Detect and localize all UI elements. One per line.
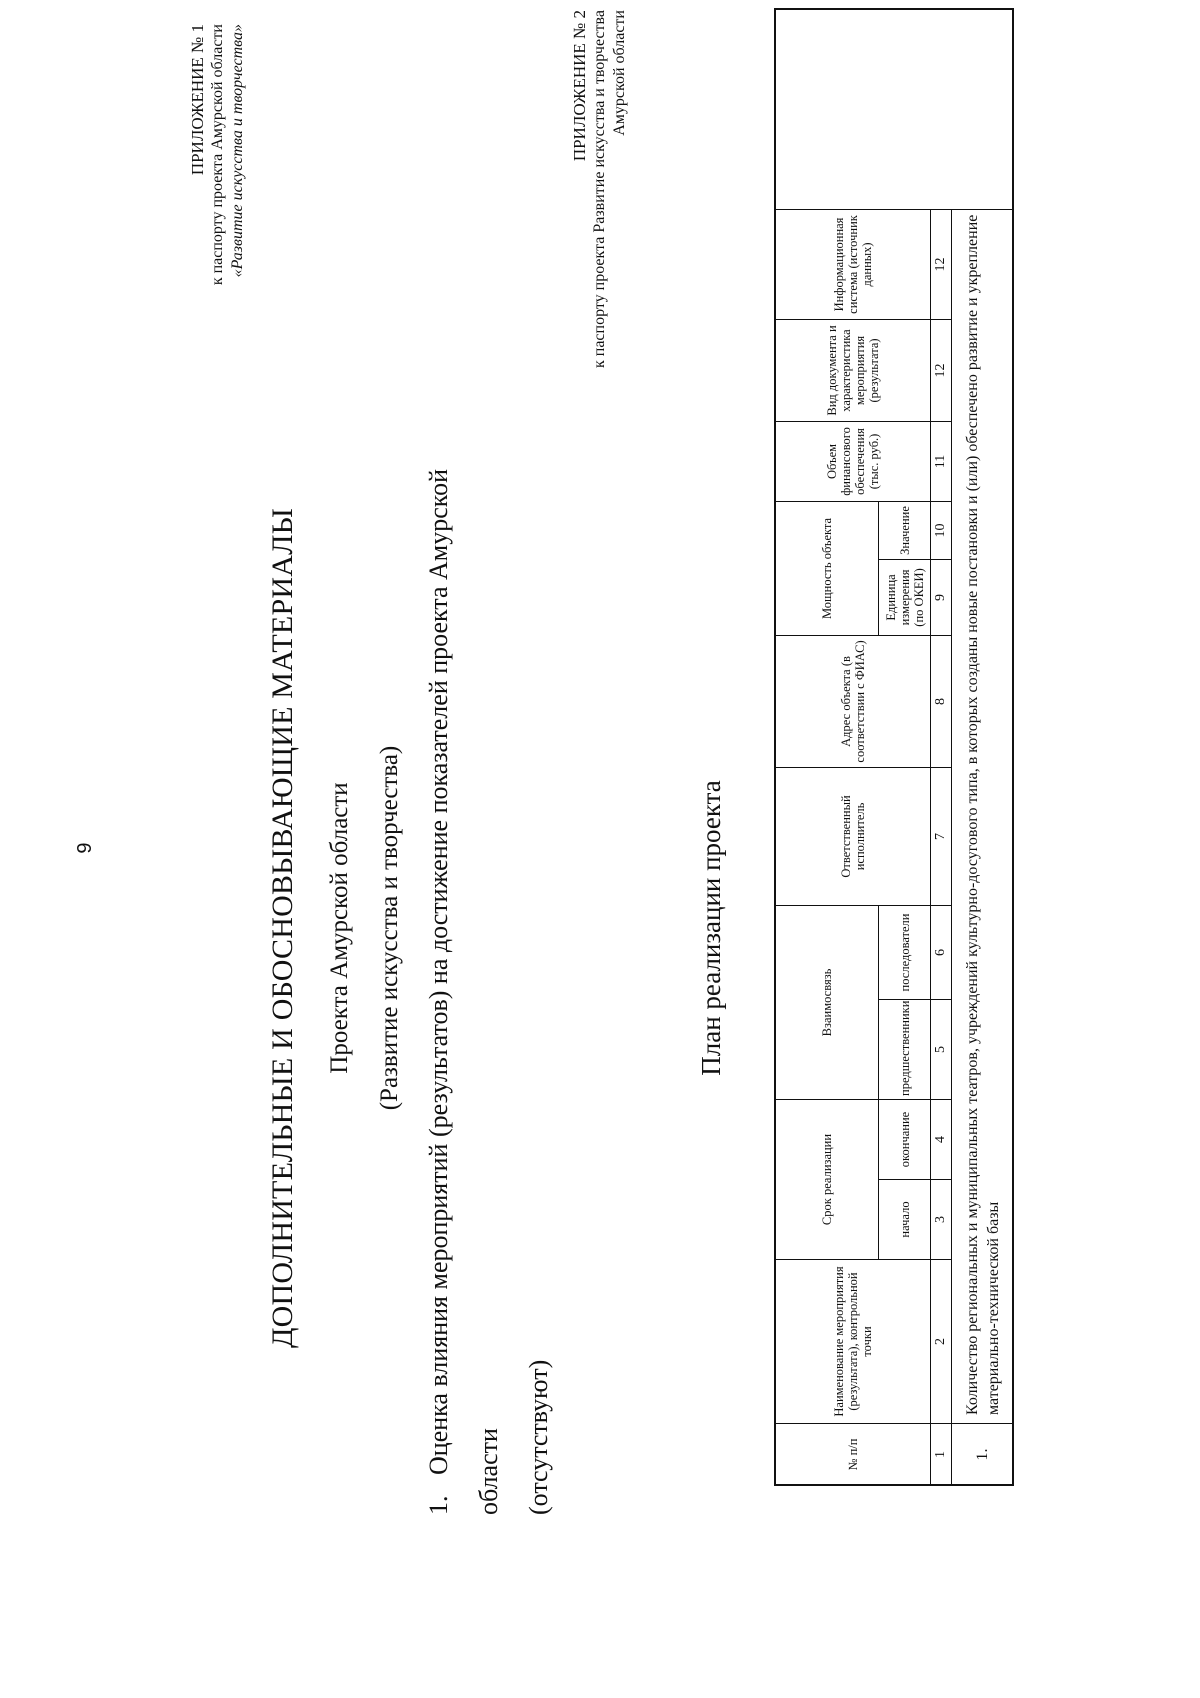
appendix-1-line2: к паспорту проекта Амурской области [209,24,226,286]
col-number: 4 [931,1099,952,1179]
section-1-number: 1. [424,1495,453,1515]
appendix-1-title: ПРИЛОЖЕНИЕ № 1 [188,24,207,176]
document-title: ДОПОЛНИТЕЛЬНЫЕ И ОБОСНОВЫВАЮЩИЕ МАТЕРИАЛЫ [266,508,299,1348]
header-name: Наименование мероприятия (результата), контрольной точки [775,1260,931,1424]
col-number: 7 [931,767,952,905]
header-successors: последователи [879,905,931,999]
col-number: 2 [931,1260,952,1424]
header-relation: Взаимосвязь [775,905,879,1099]
col-number: 9 [931,559,952,635]
header-period-start: начало [879,1180,931,1260]
section-1-note: (отсутствуют) [524,1359,553,1515]
table-row [952,7,1014,1485]
appendix-1-line3: «Развитие искусства и творчества» [229,24,246,278]
header-period: Срок реализации [775,1099,879,1259]
table-margin [775,7,1014,209]
col-number: 8 [931,635,952,767]
header-num: № п/п [775,1424,931,1486]
header-predecessors: предшественники [879,999,931,1099]
col-number: 11 [931,421,952,501]
header-executor: Ответственный исполнитель [775,767,931,905]
page-number: 9 [74,842,96,854]
header-unit: Единица измерения (по ОКЕИ) [879,559,931,635]
header-capacity: Мощность объекта [775,501,879,635]
col-number: 12 [931,209,952,319]
section-1-heading: Оценка влияния мероприятий (результатов) на достижение показателей проекта Амурской области [424,468,503,1515]
col-number: 6 [931,905,952,999]
header-funding: Объем финансового обеспечения (тыс. руб.) [775,421,931,501]
project-name: (Развитие искусства и творчества) [376,745,403,1111]
col-number: 1 [931,1424,952,1486]
plan-table [774,7,1014,1486]
header-address: Адрес объекта (в соответствии с ФИАС) [775,635,931,767]
appendix-2-line3: Амурской области [611,10,628,136]
header-period-end: окончание [879,1099,931,1179]
appendix-2-title: ПРИЛОЖЕНИЕ № 2 [570,10,589,162]
appendix-2-line2: к паспорту проекта Развитие искусства и творчества [591,10,608,369]
col-number: 5 [931,999,952,1099]
col-number: 10 [931,501,952,559]
col-number: 12 [931,319,952,421]
col-number: 3 [931,1180,952,1260]
row-number: 1. [952,1424,1014,1486]
header-value: Значение [879,501,931,559]
row-description: Количество региональных и муниципальных театров, учреждений культурно-досугового типа, в которых созданы новые постановки и (или) обеспечено развитие и укрепление материально-технической базы [952,209,1014,1423]
header-info-system: Информационная система (источник данных) [775,209,931,319]
document-subtitle: Проекта Амурской области [326,782,353,1074]
appendix-2-header [570,10,630,408]
section-1 [414,415,564,1515]
plan-title: План реализации проекта [696,780,726,1076]
header-doc-type: Вид документа и характеристика мероприятия (результата) [775,319,931,421]
appendix-1-header [188,24,248,408]
